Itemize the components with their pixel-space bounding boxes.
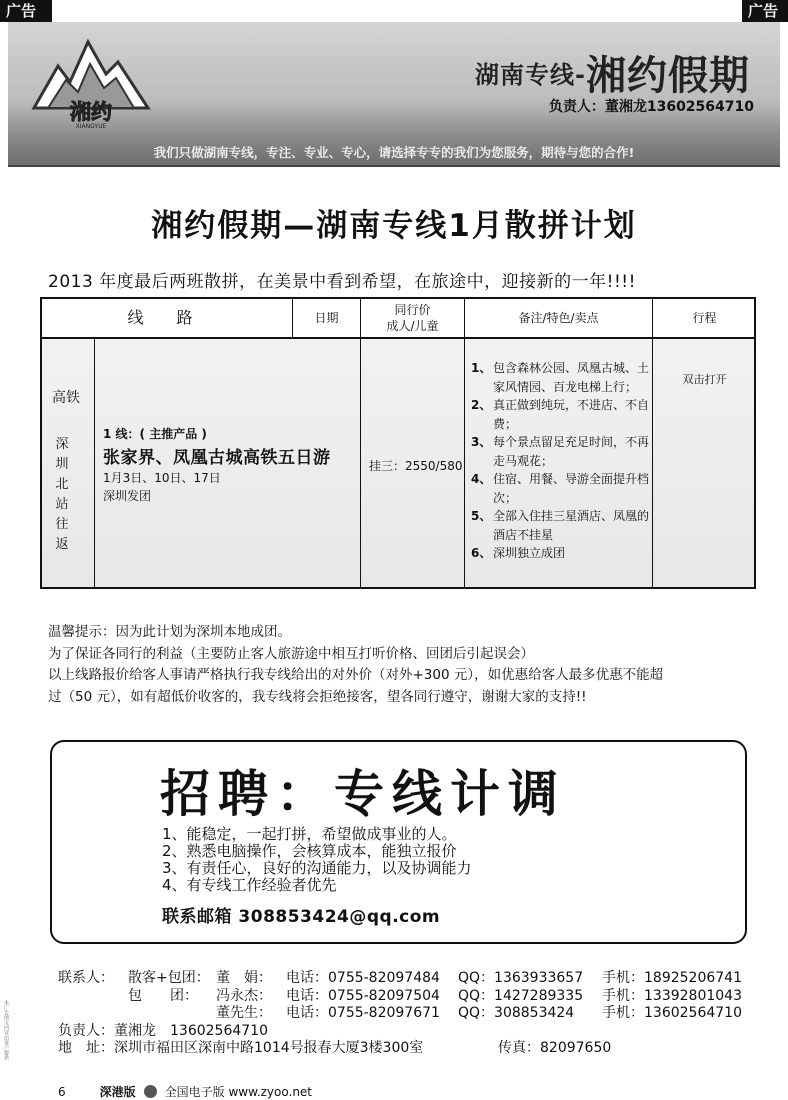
recruit-title: 招聘：专线计调 [160, 765, 566, 823]
line-name: 张家界、凤凰古城高铁五日游 [103, 448, 331, 468]
list-item: 2、熟悉电脑操作，会核算成本，能独立报价 [162, 842, 457, 860]
side-note: 本广告图文内容由客户提供 [3, 1000, 9, 1060]
tip-line: 过（50 元），如有超低价收客的，我专线将会拒绝接客，望各同行遵守，谢谢大家的支持!! [48, 688, 587, 705]
header-banner [8, 22, 780, 167]
recruit-requirements [162, 826, 472, 894]
list-item: 1、能稳定，一起打拼，希望做成事业的人。 [162, 825, 457, 843]
header-date: 日期 [293, 299, 361, 339]
tip-line: 为了保证各同行的利益（主要防止客人旅游途中相互打听价格、回团后引起误会） [48, 645, 534, 662]
list-item: 4、有专线工作经验者优先 [162, 876, 337, 894]
header-price: 同行价 成人/儿童 [361, 299, 465, 339]
route-type-cell [42, 339, 95, 587]
list-item: 6、 深圳独立成团 [471, 546, 566, 560]
intro-text: 2013 年度最后两班散拼，在美景中看到希望，在旅途中，迎接新的一年!!!! [48, 272, 636, 292]
globe-icon [144, 1085, 157, 1098]
price-cell [361, 339, 465, 587]
line-label: 1 线：( 主推产品 ) [103, 427, 207, 441]
route-endpoints: 深 圳 北 站 往 返 [55, 437, 69, 552]
line-dates: 1月3日、10日、17日 [103, 471, 221, 485]
logo-text: 湘约 [70, 100, 112, 124]
list-item: 3、 每个景点留足充足时间，不再走马观花； [471, 435, 650, 468]
site-link[interactable]: 全国电子版 www.zyoo.net [164, 1085, 313, 1099]
tips-block [48, 622, 760, 708]
route-detail-cell [95, 339, 361, 587]
header-route: 线 路 [42, 299, 293, 339]
itinerary-cell [653, 339, 756, 587]
ad-label-left: 广告 [0, 0, 52, 22]
notes-cell [465, 339, 653, 587]
list-item: 1、 包含森林公园、凤凰古城、土家风情园、百龙电梯上行； [471, 361, 650, 394]
header-itinerary: 行程 [653, 299, 756, 339]
recruit-box [50, 740, 747, 944]
recruit-email: 联系邮箱 308853424@qq.com [162, 907, 441, 927]
notes-list [471, 359, 651, 563]
list-item: 4、 住宿、用餐、导游全面提升档次； [471, 472, 650, 505]
plan-title: 湘约假期—湖南专线1月散拼计划 [151, 208, 637, 244]
tip-line: 温馨提示：因为此计划为深圳本地成团。 [48, 624, 291, 640]
banner-title-big: 湘约假期 [586, 53, 750, 99]
list-item: 5、 全部入住挂三星酒店、凤凰的酒店不挂星 [471, 509, 650, 542]
mountain-logo-icon [26, 28, 156, 128]
route-type: 高铁 [52, 390, 80, 406]
itinerary-link[interactable]: 双击打开 [682, 373, 727, 386]
ad-label-right: 广告 [742, 0, 788, 22]
page-footer [58, 1083, 312, 1100]
banner-title-small: 湖南专线- [475, 61, 586, 89]
banner-manager: 负责人：董湘龙13602564710 [548, 99, 754, 115]
banner-slogan: 我们只做湖南专线，专注、专业、专心，请选择专专的我们为您服务，期待与您的合作! [153, 145, 635, 160]
list-item: 2、 真正做到纯玩，不进店、不自费； [471, 398, 650, 431]
route-table [40, 297, 756, 589]
price-value: 挂三：2550/580 [369, 459, 463, 473]
edition-label: 深港版 [99, 1085, 136, 1099]
list-item: 3、有责任心，良好的沟通能力，以及协调能力 [162, 859, 472, 877]
page-number: 6 [58, 1084, 66, 1099]
header-notes: 备注/特色/卖点 [465, 299, 653, 339]
tip-line: 以上线路报价给客人事请严格执行我专线给出的对外价（对外+300 元），如优惠给客人最多优惠不能超 [48, 667, 664, 683]
banner-title [475, 44, 750, 101]
logo-subtext: XIANGYUE [75, 123, 107, 128]
line-departure: 深圳发团 [103, 489, 152, 503]
